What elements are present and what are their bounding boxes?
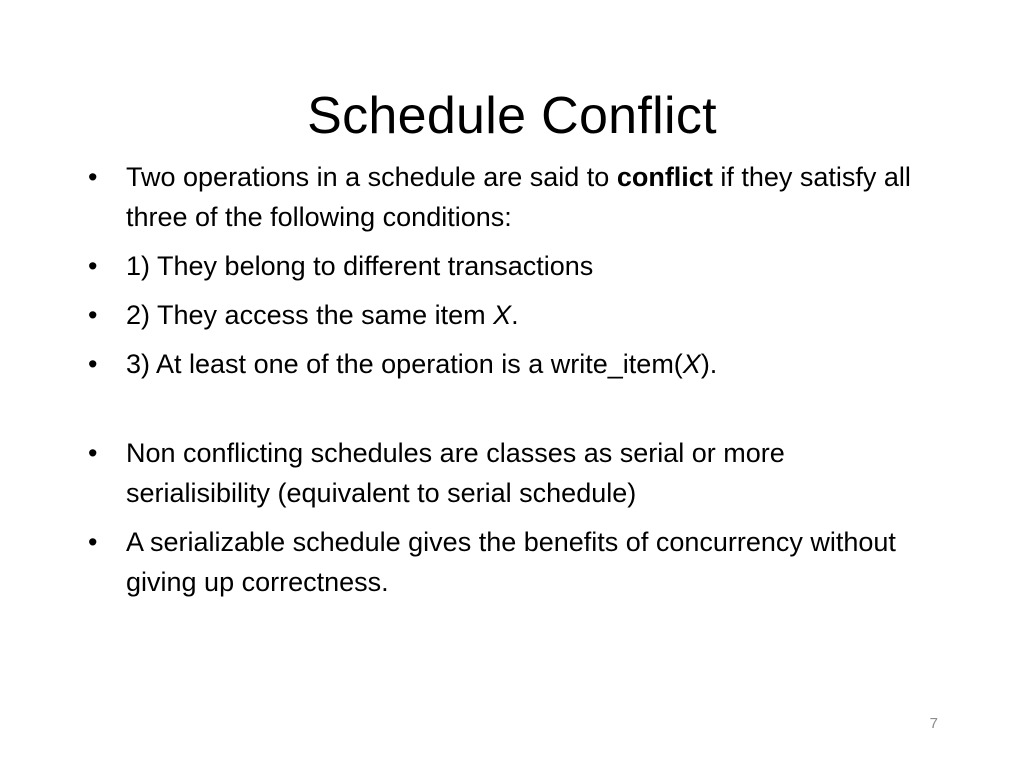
bullet-text: Non conflicting schedules are classes as serial or more serialisibility (equivalent to serial schedule) xyxy=(126,438,785,508)
bullet-dot-icon: • xyxy=(88,349,98,379)
bullet-text: A serializable schedule gives the benefits of concurrency without giving up correctness. xyxy=(126,527,896,597)
bullet-text-part: if they satisfy all three of the following conditions: xyxy=(126,162,911,232)
bullet-text-part: 3) At least one of the operation is a write_item( xyxy=(126,349,683,379)
bullet-text: 1) They belong to different transactions xyxy=(126,251,594,281)
page-number: 7 xyxy=(929,715,938,732)
bullet-item-condition-2 xyxy=(88,295,928,335)
bullet-dot-icon: • xyxy=(88,162,98,192)
bullet-item-serializable xyxy=(88,522,928,602)
bullet-text xyxy=(126,295,928,335)
bullet-item-non-conflicting xyxy=(88,433,928,513)
bullet-text xyxy=(126,344,928,384)
bullet-dot-icon: • xyxy=(88,438,98,468)
bullet-bold-term: conflict xyxy=(616,162,713,192)
bullet-text-part: ). xyxy=(700,349,718,379)
bullet-italic-symbol: X xyxy=(682,349,701,379)
bullet-text-part: Two operations in a schedule are said to xyxy=(126,162,617,192)
bullet-dot-icon: • xyxy=(88,251,98,281)
bullet-item-condition-1 xyxy=(88,246,928,286)
bullet-text-part: 2) They access the same item xyxy=(126,300,494,330)
bullet-item-condition-3 xyxy=(88,344,928,384)
bullet-list xyxy=(88,157,928,611)
slide-title: Schedule Conflict xyxy=(307,87,717,145)
bullet-dot-icon: • xyxy=(88,527,98,557)
bullet-italic-symbol: X xyxy=(493,300,512,330)
bullet-text xyxy=(126,157,928,237)
bullet-item-conflict-definition xyxy=(88,157,928,237)
bullet-text-part: . xyxy=(511,300,519,330)
bullet-dot-icon: • xyxy=(88,300,98,330)
